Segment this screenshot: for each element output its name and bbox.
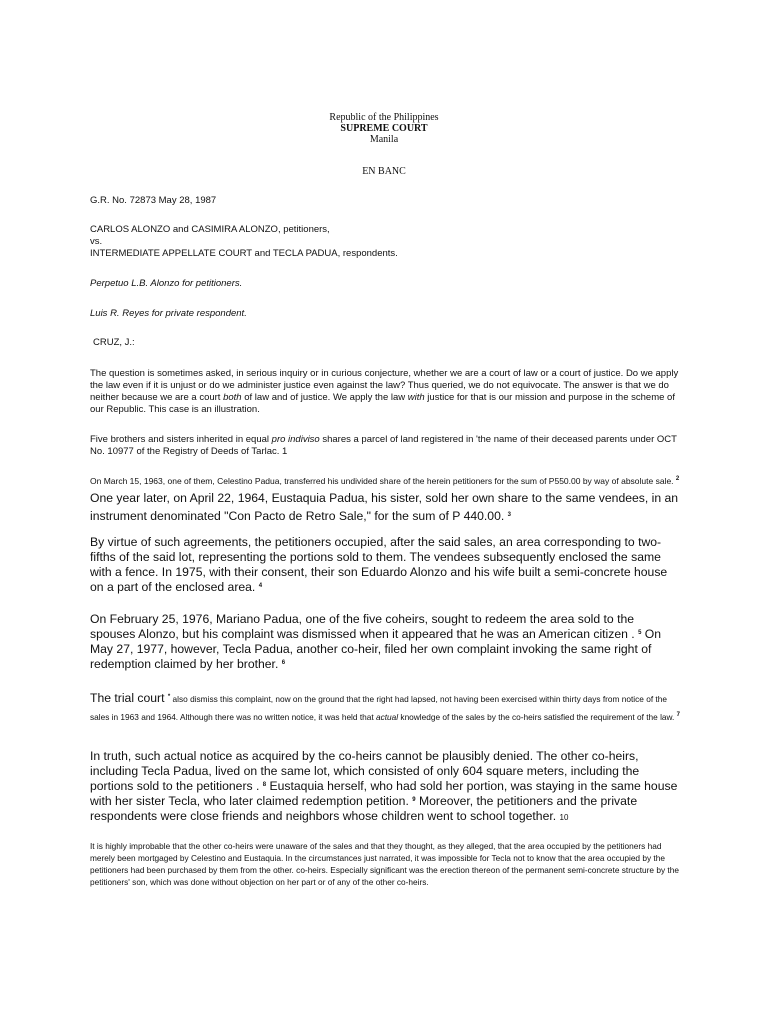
paragraph-1: The question is sometimes asked, in serious inquiry or in curious conjecture, whether we are a court of law or a court of justice. Do we apply the law even if it is unjust or do we administer justice even against the law? Thus queried, we do not equivocate. The answer is that we do neither because we are a court both of law and of justice. We apply the law with justice for that is our mission and purpose in the scheme of our Republic. This case is an illustration. bbox=[90, 368, 679, 415]
en-banc-heading: EN BANC bbox=[362, 166, 406, 177]
republic-heading: Republic of the Philippines bbox=[329, 112, 439, 123]
paragraph-3: On March 15, 1963, one of them, Celestino Padua, transferred his undivided share of the herein petitioners for the sum of P550.00 by way of absolute sale. $^2$ One year later, on April 22, 1964, Eustaquia Padua, his sister, sold her own share to the same vendees, in an instrument denominated "Con Pacto de Retro Sale," for the sum of P 440.00. $^3$ bbox=[90, 476, 680, 523]
paragraph-7: In truth, such actual notice as acquired by the co-heirs cannot be plausibly denied. The other co-heirs, including Tecla Padua, lived on the same lot, which consisted of only 604 square meters, including the portions sold to the petitioners . $^8$ Eustaquia herself, who had sold her portion, was staying in the same house with her sister Tecla, who later claimed redemption petition. $^9$ Moreover, the petitioners and the private respondents were close friends and neighbors whose children went to school together. 10 bbox=[90, 749, 678, 823]
footnote-9: 9 bbox=[412, 797, 416, 803]
caption bbox=[90, 224, 680, 260]
versus-line: vs. bbox=[90, 236, 103, 247]
city-heading: Manila bbox=[369, 134, 399, 145]
court-heading: SUPREME COURT bbox=[340, 123, 428, 134]
footnote-10: 10 bbox=[559, 813, 569, 822]
footnote-star: * bbox=[167, 694, 171, 700]
paragraph-8: It is highly improbable that the other co-heirs were unaware of the sales and that they thought, as they alleged, that the area occupied by the petitioners had merely been mortgaged by Celestino and Eustaquia. In the circumstances just narrated, it was impossible for Tecla not to know that the area occupied by the petitioners had been purchased by them from the other. co-heirs. Especially significant was the erection thereon of the permanent semi-concrete structure by the petitioners' son, which was done without objection on her part or of any of the other co-heirs. bbox=[90, 841, 679, 887]
gr-number: G.R. No. 72873 May 28, 1987 bbox=[90, 195, 217, 206]
paragraph-4: By virtue of such agreements, the petitioners occupied, after the said sales, an area corresponding to two-fifths of the said lot, representing the portions sold to them. The vendees subsequently enclosed the same with a fence. In 1975, with their consent, their son Eduardo Alonzo and his wife built a semi-concrete house on a part of the enclosed area. $^4$ bbox=[90, 535, 668, 594]
footnote-6: 6 bbox=[281, 660, 286, 666]
footnote-7: 7 bbox=[676, 712, 681, 718]
paragraph-2: Five brothers and sisters inherited in equal pro indiviso shares a parcel of land registered in 'the name of their deceased parents under OCT No. 10977 of the Registry of Deeds of Tarlac. 1 bbox=[90, 434, 677, 457]
respondents-line: INTERMEDIATE APPELLATE COURT and TECLA PADUA, respondents. bbox=[90, 248, 398, 259]
footnote-2: 2 bbox=[675, 476, 680, 482]
petitioners-line: CARLOS ALONZO and CASIMIRA ALONZO, petitioners, bbox=[90, 224, 330, 235]
footnote-3: 3 bbox=[507, 512, 511, 518]
footnote-4: 4 bbox=[258, 583, 263, 589]
ponente: CRUZ, J.: bbox=[93, 337, 135, 348]
footnote-5: 5 bbox=[638, 630, 642, 636]
paragraph-5: On February 25, 1976, Mariano Padua, one of the five coheirs, sought to redeem the area sold to the spouses Alonzo, but his complaint was dismissed when it appeared that he was an American citizen . $^5$ On May 27, 1977, however, Tecla Padua, another co-heir, filed her own complaint invoking the same right of redemption claimed by her brother. $^6$ bbox=[90, 612, 662, 671]
counsel-respondent: Luis R. Reyes for private respondent. bbox=[90, 308, 247, 319]
footnote-8: 8 bbox=[262, 782, 267, 788]
paragraph-6: The trial court * also dismiss this complaint, now on the ground that the right had lapsed, not having been exercised within thirty days from notice of the sales in 1963 and 1964. Although there was no written notice, it was held that actual knowledge of the sales by the co-heirs satisfied the requirement of the law. $^7$ bbox=[90, 691, 681, 722]
counsel-petitioners: Perpetuo L.B. Alonzo for petitioners. bbox=[90, 278, 243, 289]
